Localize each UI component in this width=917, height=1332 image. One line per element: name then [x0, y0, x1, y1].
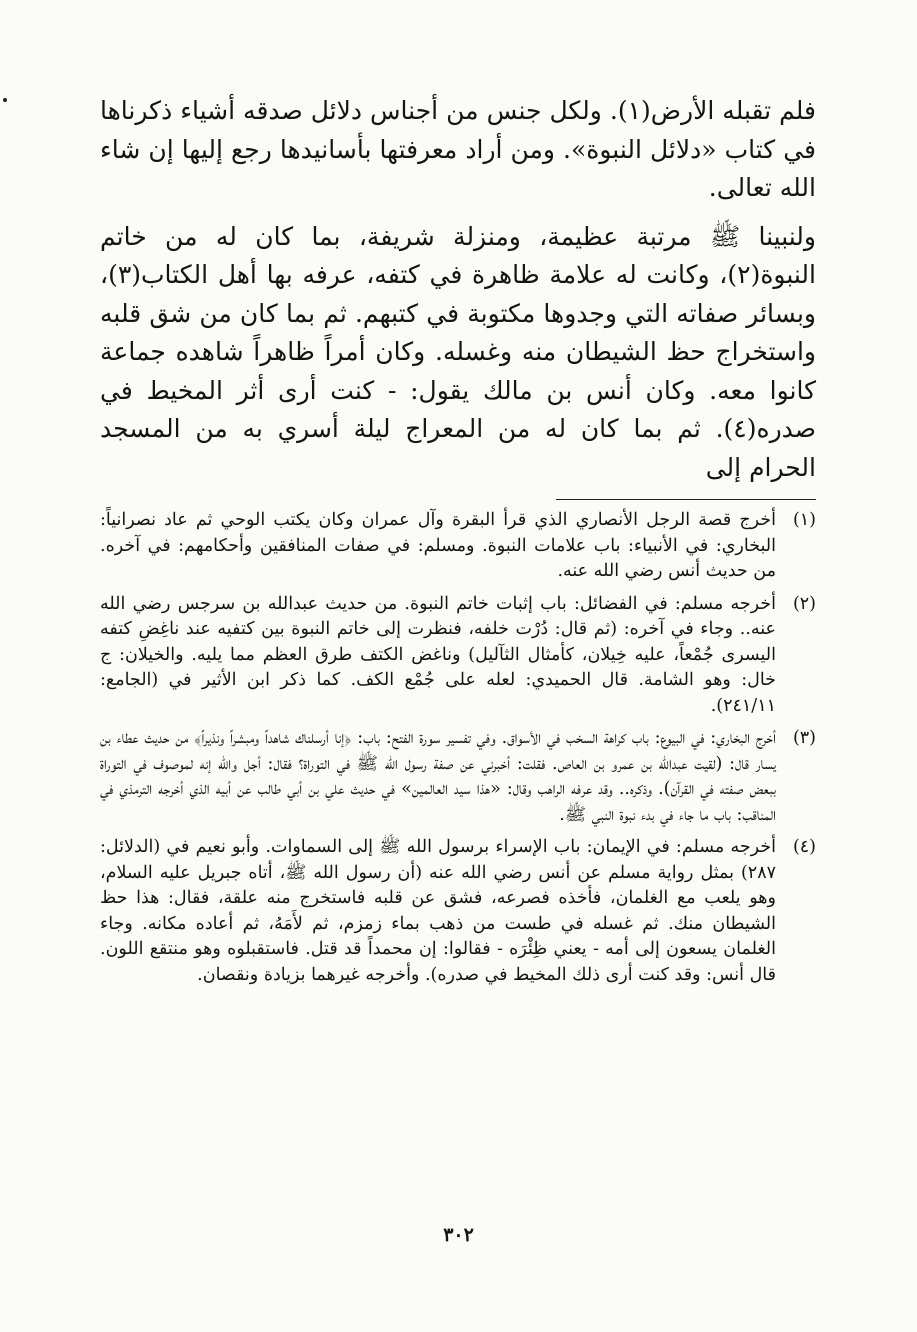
footnote-number: (٣): [792, 728, 816, 748]
footnote-text: أخرجه مسلم: في الإيمان: باب الإسراء برسول الله ﷺ إلى السماوات. وأبو نعيم في (الدلائل: ٢٨٧) بمثل رواية مسلم عن أنس رضي الله عنه (أن رسول الله ﷺ، أتاه جبريل عليه السلام، وهو يلعب مع الغلمان، فأخذه فصرعه، فشق عن قلبه فاستخرج منه علقة، فقال: هذا حظ الشيطان منك. ثم غسله في طست من ذهب بماء زمزم، ثم لأَمَهُ، ثم أعاده مكانه. وجاء الغلمان يسعون إلى أمه - يعني ظِئْرَه - فقالوا: إن محمداً قد قتل. فاستقبلوه وهو منتقع اللون. قال أنس: وقد كنت أرى ذلك المخيط في صدره). وأخرجه غيرهما بزيادة ونقصان.: [100, 837, 777, 985]
page-content: [100, 92, 816, 995]
main-paragraph-1: فلم تقبله الأرض(١). ولكل جنس من أجناس دلائل صدقه أشياء ذكرناها في كتاب «دلائل النبوة». ومن أراد معرفتها بأسانيدها رجع إليها إن شاء الله تعالى.: [100, 96, 817, 202]
footnote-text: أخرج قصة الرجل الأنصاري الذي قرأ البقرة وآل عمران وكان يكتب الوحي ثم عاد نصرانياً: البخاري: في الأنبياء: باب علامات النبوة. ومسلم: في صفات المنافقين وأحكامهم: في آخره. من حديث أنس رضي الله عنه.: [100, 510, 776, 581]
page-number: ٣٠٢: [443, 1224, 474, 1246]
footnote-text: أخرجه مسلم: في الفضائل: باب إثبات خاتم النبوة. من حديث عبدالله بن سرجس رضي الله عنه.. وجاء في آخره: (ثم قال: دُرْت خلفه، فنظرت إلى خاتم النبوة بين كتفيه عند ناغِضِ كتفه اليسرى جُمْعاً، عليه خِيلان، كأمثال الثآليل) وناغض الكتف طرق العظم مما يليه. والخيلان: ج خال: وهو الشامة. قال الحميدي: لعله على جُمْع الكف. كما ذكر ابن الأثير في (الجامع: ٢٤١/١١).: [100, 593, 776, 716]
footnote-2: [100, 592, 816, 720]
footnote-text: أخرج البخاري: في البيوع: باب كراهة السخب في الأسواق. وفي تفسير سورة الفتح: باب: ﴿إنا أرسلناك شاهداً ومبشراً ونذيراً﴾ من حديث عطاء بن يسار قال: (لقيت عبدالله بن عمرو بن العاص. فقلت: أخبرني عن صفة رسول الله ﷺ في التوراة؟ فقال: أجل والله إنه لموصوف في التوراة ببعض صفته في القرآن). وذكره.. وقد عرفه الراهب وقال: «هذا سيد العالمين» في حديث علي بن أبي طالب عن أبيه الذي أخرجه الترمذي في المناقب: باب ما جاء في بدء نبوة النبي ﷺ.: [100, 728, 776, 825]
footnotes: [100, 508, 816, 988]
footnote-number: (٢): [792, 593, 816, 614]
footnote-3: [100, 726, 816, 828]
footnote-number: (١): [792, 510, 816, 530]
footnote-1: [100, 508, 816, 585]
main-paragraph-2: ولنبينا ﷺ مرتبة عظيمة، ومنزلة شريفة، بما كان له من خاتم النبوة(٢)، وكانت له علامة ظاهرة في كتفه، عرفه بها أهل الكتاب(٣)، وبسائر صفاته التي وجدوها مكتوبة في كتبهم. ثم بما كان من شق قلبه واستخراج حظ الشيطان منه وغسله. وكان أمراً ظاهراً شاهده جماعة كانوا معه. وكان أنس بن مالك يقول: - كنت أرى أثر المخيط في صدره(٤). ثم بما كان له من المعراج ليلة أسري به من المسجد الحرام إلى: [100, 221, 816, 482]
main-text: [100, 92, 816, 487]
footnote-number: (٤): [792, 837, 816, 857]
scan-speck: [3, 98, 7, 102]
footnote-separator: [556, 499, 816, 500]
footnote-4: [100, 835, 816, 988]
